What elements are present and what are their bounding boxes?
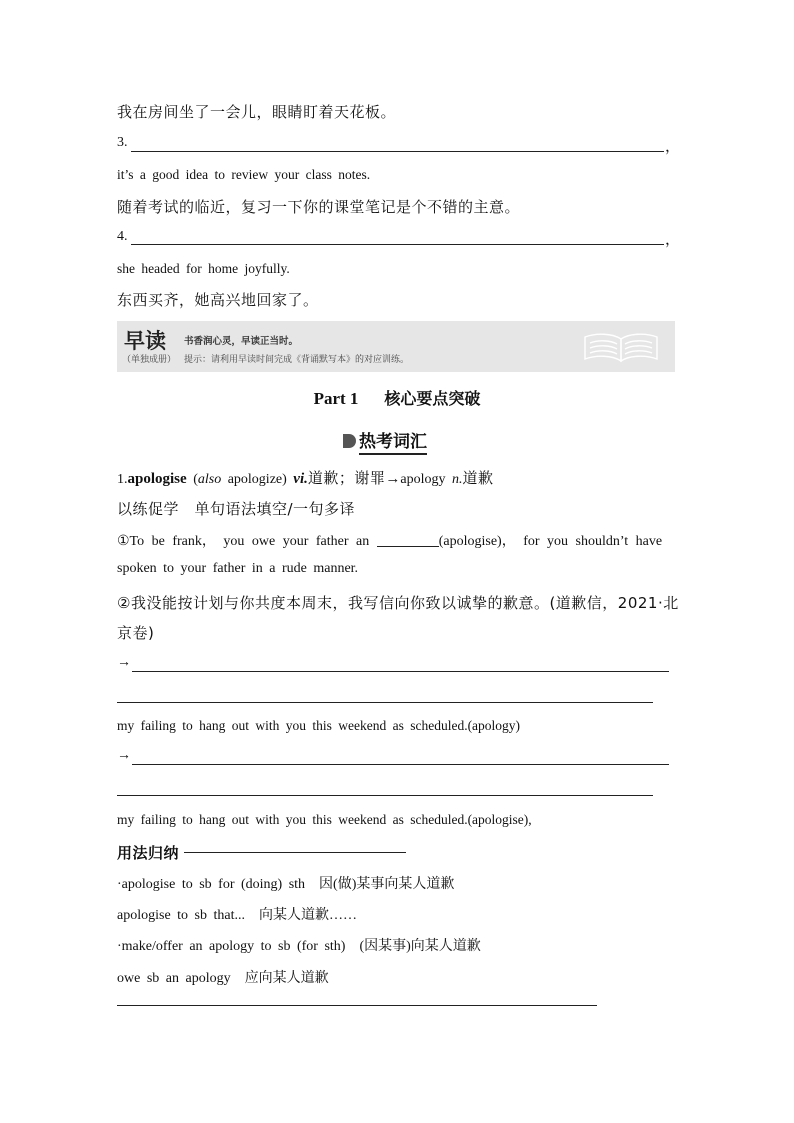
section-marker-icon <box>343 434 356 448</box>
section-label: 热考词汇 <box>359 432 427 455</box>
arrow-icon: → <box>385 471 401 487</box>
entry-word: apologise <box>127 471 187 487</box>
answer-line[interactable] <box>117 702 653 703</box>
arrow-icon: → <box>117 748 131 763</box>
fill-blank[interactable] <box>377 534 439 547</box>
usage-heading: 用法归纳 <box>117 844 180 862</box>
answer-line[interactable] <box>132 671 669 672</box>
entry-meaning: 道歉；谢罪 <box>307 469 386 487</box>
banner-tip: 提示：请利用早读时间完成《背诵默写本》的对应训练。 <box>184 355 410 365</box>
part-name: 核心要点突破 <box>384 389 481 408</box>
entry-number: 1. <box>117 472 128 487</box>
banner-slogan: 书香润心灵，早读正当时。 <box>184 336 299 347</box>
heading-rule <box>184 852 406 853</box>
question-2-cn: ②我没能按计划与你共度本周末，我写信向你致以诚挚的歉意。(道歉信，2021·北 <box>117 594 679 612</box>
entry-alt-spelling: apologize) <box>221 472 294 487</box>
banner-title: 早读 <box>124 329 166 353</box>
item-number: 3. <box>117 135 128 150</box>
derived-word: apology <box>400 472 452 487</box>
entry-paren: ( <box>186 472 198 487</box>
usage-item: owe sb an apology 应向某人道歉 <box>117 971 329 986</box>
answer-line[interactable] <box>132 764 669 765</box>
question-1 <box>117 530 662 550</box>
translation-cn-line: 东西买齐，她高兴地回家了。 <box>117 291 319 309</box>
question-1-end: (apologise)， for you shouldn’t have <box>438 534 663 549</box>
usage-item: apologise to sb that... 向某人道歉…… <box>117 908 357 923</box>
open-book-icon <box>582 329 660 367</box>
translation-cn-line: 随着考试的临近，复习一下你的课堂笔记是个不错的主意。 <box>117 198 521 216</box>
usage-item: ·make/offer an apology to sb (for sth) (因某事)向某人道歉 <box>117 939 481 954</box>
question-1-start: ①To be frank， you owe your father an <box>117 534 370 549</box>
item-number: 4. <box>117 229 128 244</box>
derived-meaning: 道歉 <box>462 469 494 487</box>
translation-cn-line: 我在房间坐了一会儿，眼睛盯着天花板。 <box>117 103 397 121</box>
sentence-en: my failing to hang out with you this weekend as scheduled.(apologise), <box>117 812 532 827</box>
answer-line[interactable] <box>131 244 664 245</box>
sentence-en: she headed for home joyfully. <box>117 261 290 276</box>
question-1-line2: spoken to your father in a rude manner. <box>117 561 359 576</box>
comma: ， <box>665 230 681 248</box>
question-2-cn-cont: 京卷) <box>117 624 155 642</box>
part-title <box>0 386 794 409</box>
sentence-en: my failing to hang out with you this weekend as scheduled.(apology) <box>117 718 521 733</box>
part-number: Part 1 <box>313 389 359 408</box>
answer-line[interactable] <box>117 1005 597 1006</box>
practice-heading: 以练促学 单句语法填空/一句多译 <box>117 500 356 518</box>
sentence-en: it’s a good idea to review your class notes. <box>117 167 371 182</box>
comma: ， <box>665 137 681 155</box>
answer-line[interactable] <box>117 795 653 796</box>
section-heading <box>343 427 427 452</box>
answer-line[interactable] <box>131 151 664 152</box>
entry-pos: vi. <box>293 471 308 487</box>
entry-also: also <box>197 472 222 487</box>
usage-item: ·apologise to sb for (doing) sth 因(做)某事向某人道歉 <box>117 877 455 892</box>
vocab-entry <box>117 467 494 488</box>
arrow-icon: → <box>117 655 131 670</box>
banner-subtitle: （单独成册） <box>122 355 177 365</box>
derived-pos: n. <box>452 472 463 487</box>
